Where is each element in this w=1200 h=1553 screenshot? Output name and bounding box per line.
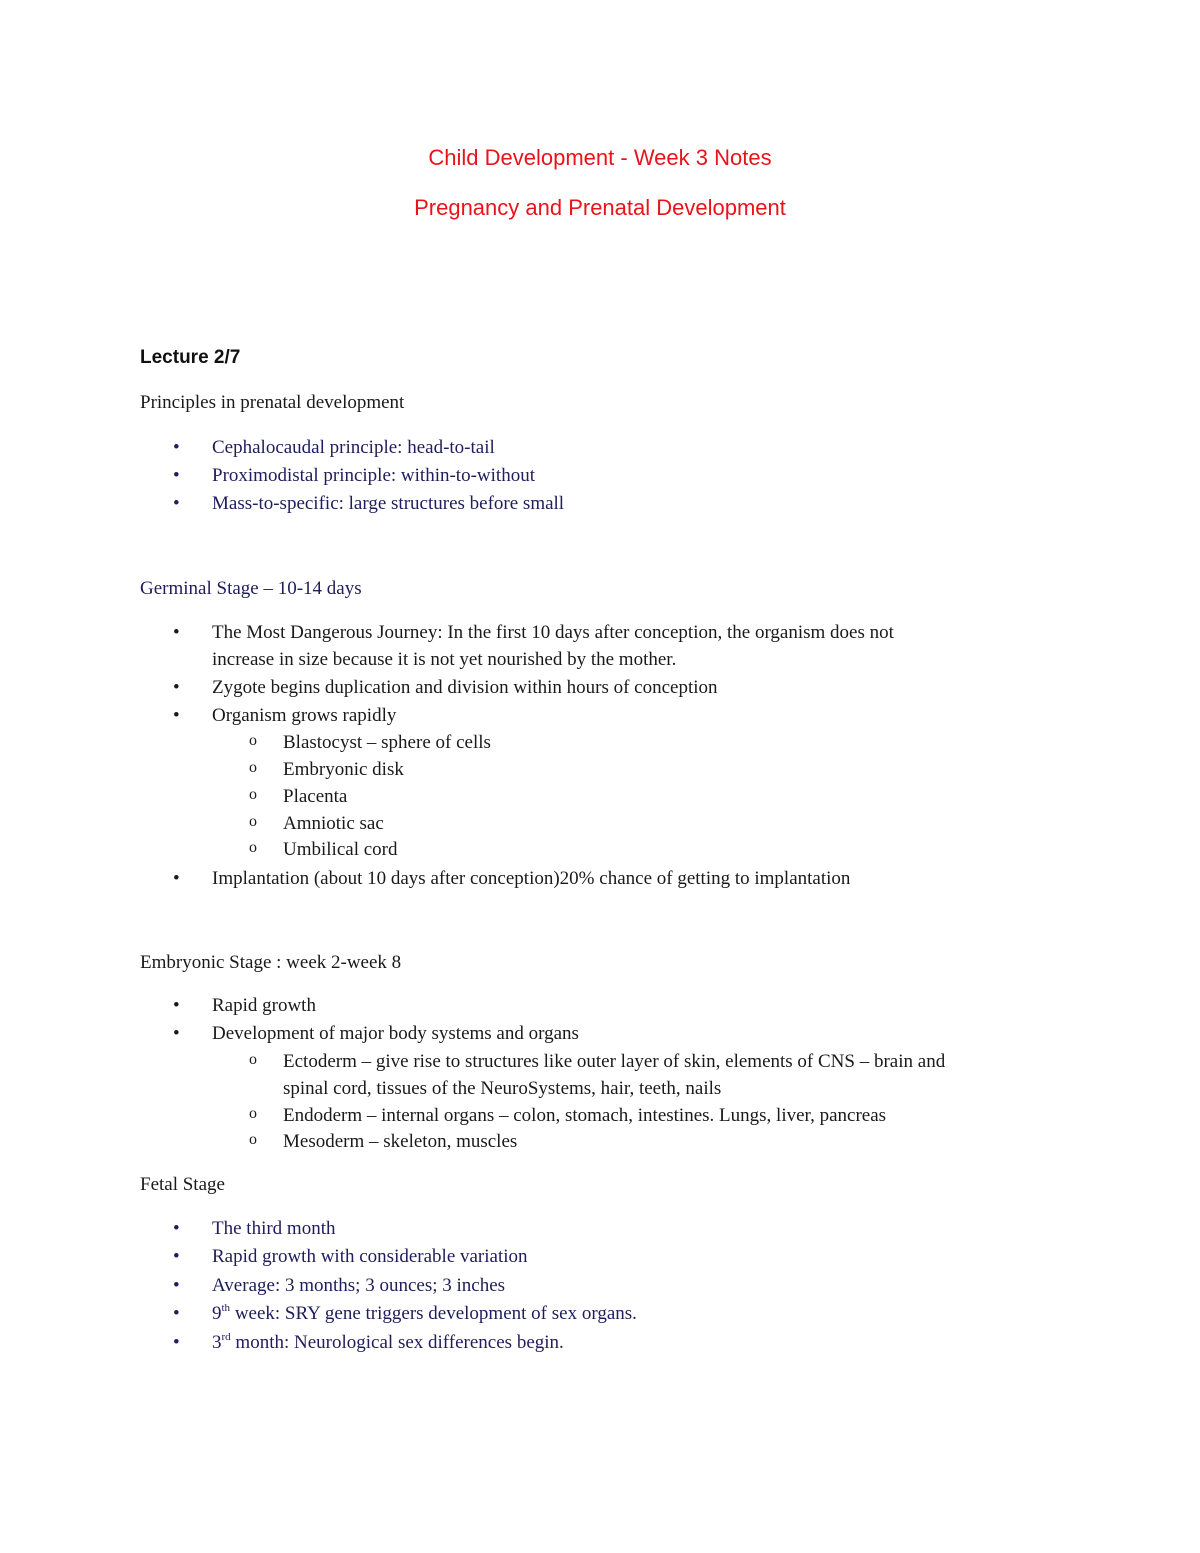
bullet-icon: • bbox=[173, 868, 180, 889]
bullet-icon: • bbox=[173, 995, 180, 1016]
bullet-icon: • bbox=[173, 705, 180, 726]
circle-bullet-icon: o bbox=[249, 839, 257, 856]
germinal-heading: Germinal Stage – 10-14 days bbox=[140, 578, 362, 599]
fetal-heading: Fetal Stage bbox=[140, 1174, 225, 1195]
circle-bullet-icon: o bbox=[249, 786, 257, 803]
bullet-icon: • bbox=[173, 437, 180, 458]
bullet-icon: • bbox=[173, 1303, 180, 1324]
circle-bullet-icon: o bbox=[249, 1131, 257, 1148]
bullet-icon: • bbox=[173, 1023, 180, 1044]
circle-bullet-icon: o bbox=[249, 759, 257, 776]
circle-bullet-icon: o bbox=[249, 732, 257, 749]
document-subtitle: Pregnancy and Prenatal Development bbox=[414, 195, 786, 220]
circle-bullet-icon: o bbox=[249, 1051, 257, 1068]
document-title: Child Development - Week 3 Notes bbox=[428, 145, 772, 170]
bullet-icon: • bbox=[173, 1275, 180, 1296]
lecture-heading: Lecture 2/7 bbox=[140, 347, 241, 368]
circle-bullet-icon: o bbox=[249, 1105, 257, 1122]
bullet-icon: • bbox=[173, 677, 180, 698]
bullet-icon: • bbox=[173, 493, 180, 514]
embryonic-heading: Embryonic Stage : week 2-week 8 bbox=[140, 952, 402, 973]
principles-heading: Principles in prenatal development bbox=[140, 392, 405, 413]
bullet-icon: • bbox=[173, 465, 180, 486]
bullet-icon: • bbox=[173, 1246, 180, 1267]
bullet-icon: • bbox=[173, 1332, 180, 1353]
document-page: Child Development - Week 3 Notes Pregnancy and Prenatal Development Lecture 2/7 Principles in prenatal development • Cephalocaudal principle: head-to-tail • Proximodistal principle: within-to-without • Mass-to-specific: large structures before small Germinal Stage – 10-14 days • The Most Dangerous Journey: In the first 10 days after conception, the organism does not increase in size because it is not yet nourished by the mother. • Zygote begins duplication and division within hours of conception • Organism grows rapidly o Blastocyst – sphere of cells o Embryonic disk o Placenta o Amniotic sac o Umbilical cord • Implantation (about 10 days after conception)20% chance of getting to implantation Embryonic Stage : week 2-week 8 • Rapid growth • Development of major body systems and organs o Ectoderm – give rise to structures like outer layer of skin, elements of CNS – brain and spinal cord, tissues of the NeuroSystems, hair, teeth, nails o Endoderm – internal organs – colon, stomach, intestines. Lungs, liver, pancreas o Mesoderm – skeleton, muscles Fetal Stage • The third month • Rapid growth with considerable variation • Average: 3 months; 3 ounces; 3 inches • 9th week: SRY gene triggers development of sex organs. • 3rd month: Neurological sex differences begin. bbox=[0, 0, 1200, 1553]
bullet-icon: • bbox=[173, 622, 180, 643]
circle-bullet-icon: o bbox=[249, 813, 257, 830]
bullet-icon: • bbox=[173, 1218, 180, 1239]
